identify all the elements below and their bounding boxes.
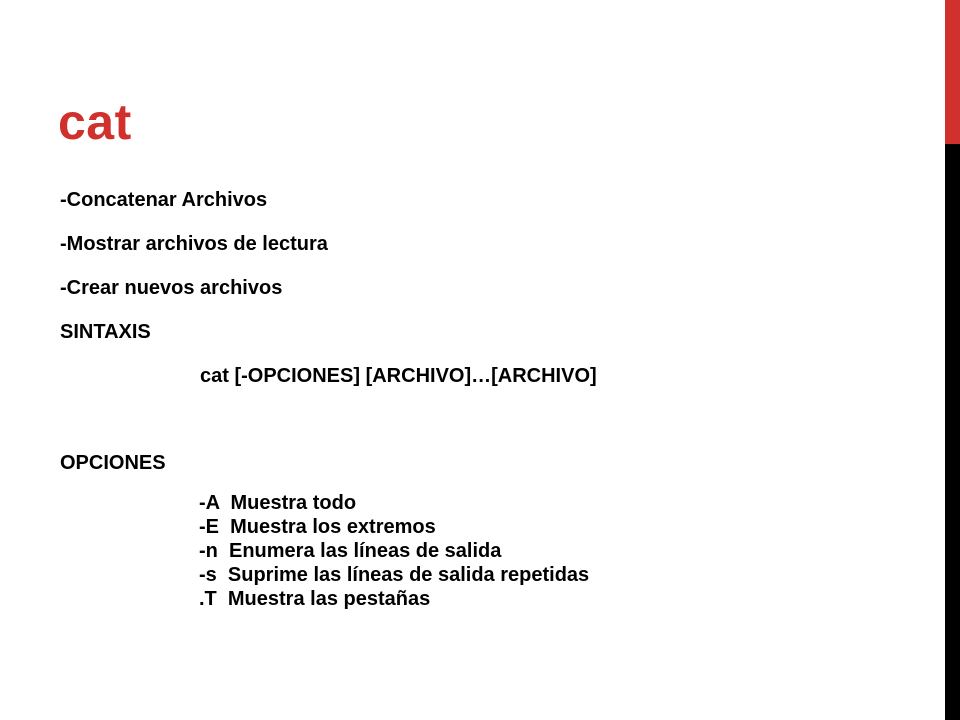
option-item-s: -s Suprime las líneas de salida repetidas <box>199 564 590 586</box>
use-item-create: -Crear nuevos archivos <box>60 277 283 299</box>
accent-bar-black-segment <box>945 144 960 720</box>
accent-bar <box>945 0 960 720</box>
option-item-T: .T Muestra las pestañas <box>199 588 431 610</box>
use-item-concatenate: -Concatenar Archivos <box>60 189 268 211</box>
option-item-n: -n Enumera las líneas de salida <box>199 540 502 562</box>
use-item-show: -Mostrar archivos de lectura <box>60 233 328 255</box>
option-item-A: -A Muestra todo <box>199 492 357 514</box>
option-item-E: -E Muestra los extremos <box>199 516 436 538</box>
accent-bar-red-segment <box>945 0 960 144</box>
slide-title: cat <box>58 94 132 150</box>
options-label: OPCIONES <box>60 452 166 474</box>
syntax-label: SINTAXIS <box>60 321 151 343</box>
syntax-usage: cat [-OPCIONES] [ARCHIVO]…[ARCHIVO] <box>200 365 597 387</box>
options-list <box>199 491 589 611</box>
slide-content <box>60 188 920 344</box>
